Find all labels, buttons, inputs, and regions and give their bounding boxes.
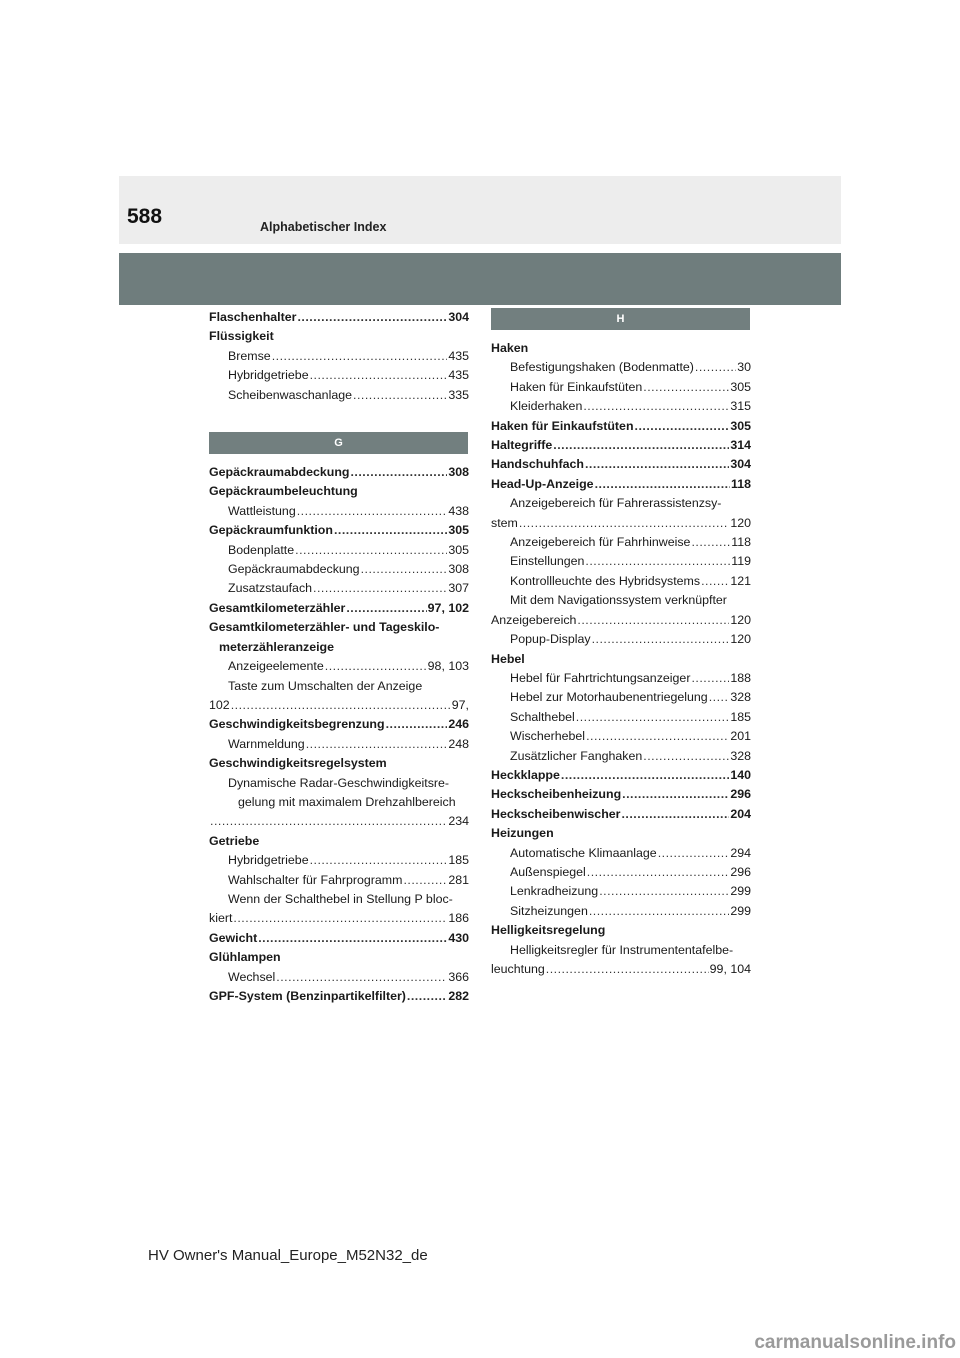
page-ref: 282	[448, 989, 469, 1003]
leader-dots	[576, 708, 730, 727]
index-entry	[209, 812, 469, 831]
page-ref: 296	[730, 864, 751, 879]
leader-dots	[231, 696, 451, 715]
index-entry: Gepäckraumbeleuchtung	[209, 484, 358, 499]
index-term: Hebel zur Motorhaubenentriegelung	[510, 690, 708, 705]
index-term: stem	[491, 515, 518, 530]
letter-heading: G	[209, 432, 468, 454]
index-term: Hybridgetriebe	[228, 368, 309, 383]
leader-dots	[691, 533, 730, 552]
index-entry: Glühlampen	[209, 950, 281, 965]
page-ref: 307	[448, 581, 469, 596]
leader-dots	[643, 378, 729, 397]
index-term: Heckscheibenwischer	[491, 806, 621, 821]
index-term: Kleiderhaken	[510, 399, 583, 414]
index-entry	[209, 386, 469, 405]
leader-dots	[403, 871, 447, 890]
index-entry	[491, 708, 751, 727]
leader-dots	[622, 785, 729, 804]
index-entry	[209, 502, 469, 521]
index-term: Haltegriffe	[491, 438, 553, 453]
page-ref: 97, 102	[427, 600, 469, 615]
index-entry-continuation: gelung mit maximalem Drehzahlbereich	[238, 794, 456, 809]
index-entry	[491, 475, 751, 494]
leader-dots	[695, 358, 736, 377]
leader-dots	[350, 463, 447, 482]
index-term: Gepäckraumabdeckung	[228, 562, 360, 577]
index-term: leuchtung	[491, 962, 545, 976]
leader-dots	[561, 766, 729, 785]
page-ref: 305	[448, 542, 469, 557]
index-term: Gewicht	[209, 930, 258, 945]
page-ref: 296	[730, 787, 751, 802]
index-entry	[491, 397, 751, 416]
index-entry	[209, 696, 469, 715]
page-ref: 305	[448, 523, 469, 538]
index-entry	[209, 968, 469, 987]
index-entry	[491, 785, 751, 804]
index-entry	[491, 747, 751, 766]
index-column-left	[209, 308, 469, 1006]
index-entry	[491, 669, 751, 688]
index-entry	[209, 366, 469, 385]
index-entry	[491, 417, 751, 436]
index-term: Head-Up-Anzeige	[491, 476, 594, 491]
index-entry	[209, 308, 469, 327]
index-entry: Anzeigebereich für Fahrerassistenzsy-	[510, 496, 722, 511]
page-ref: 304	[448, 310, 469, 324]
index-entry	[209, 347, 469, 366]
leader-dots	[587, 863, 730, 882]
index-entry	[491, 805, 751, 824]
leader-dots	[334, 521, 447, 540]
page-ref: 366	[448, 969, 469, 984]
index-term: Hebel für Fahrtrichtungsanzeiger	[510, 670, 691, 685]
page-ref: 188	[730, 670, 751, 685]
page-ref: 308	[448, 465, 469, 480]
index-entry	[491, 688, 751, 707]
index-term: Warnmeldung	[228, 736, 305, 751]
header-divider-band	[119, 253, 841, 305]
index-entry	[209, 463, 469, 482]
index-term: Wechsel	[228, 969, 276, 984]
index-entry: Heizungen	[491, 826, 554, 841]
leader-dots	[658, 844, 730, 863]
page-ref: 185	[730, 709, 751, 724]
index-entry	[491, 611, 751, 630]
section-title: Alphabetischer Index	[260, 220, 387, 234]
page-ref: 299	[730, 903, 751, 918]
page-ref: 246	[448, 717, 469, 732]
page-ref: 120	[730, 515, 751, 530]
page-ref: 305	[730, 418, 751, 433]
index-term: Gepäckraumabdeckung	[209, 465, 350, 480]
leader-dots	[306, 735, 448, 754]
page-ref: 335	[448, 387, 469, 402]
page-ref: 234	[448, 814, 469, 829]
index-term: Geschwindigkeitsbegrenzung	[209, 717, 385, 732]
letter-heading: H	[491, 308, 750, 330]
index-term: Kontrollleuchte des Hybridsystems	[510, 573, 701, 588]
index-entry: Geschwindigkeitsregelsystem	[209, 756, 387, 771]
index-entry	[491, 902, 751, 921]
page-ref: 97,	[451, 697, 469, 712]
index-entry	[209, 929, 469, 948]
index-term: Automatische Klimaanlage	[510, 845, 657, 860]
page-ref: 140	[730, 767, 751, 782]
leader-dots	[297, 308, 447, 327]
index-entry	[491, 863, 751, 882]
leader-dots	[310, 851, 448, 870]
page-ref: 120	[730, 612, 751, 627]
page-ref: 118	[731, 476, 751, 491]
index-entry	[491, 436, 751, 455]
page-ref: 435	[448, 348, 469, 363]
index-entry	[209, 851, 469, 870]
page-ref: 308	[448, 562, 469, 577]
page-ref: 294	[730, 845, 751, 860]
index-term: kiert	[209, 911, 233, 926]
page-ref: 281	[448, 872, 469, 887]
page-ref: 120	[730, 632, 751, 647]
index-entry	[491, 552, 751, 571]
leader-dots	[325, 657, 427, 676]
index-entry: Helligkeitsregelung	[491, 923, 606, 938]
index-term: Wischerhebel	[510, 729, 586, 744]
index-term: Gepäckraumfunktion	[209, 523, 333, 538]
page-ref: 201	[730, 729, 751, 744]
leader-dots	[346, 599, 426, 618]
page-ref: 430	[448, 930, 469, 945]
leader-dots	[386, 715, 448, 734]
index-entry	[491, 358, 751, 377]
index-term: Heckklappe	[491, 767, 560, 782]
index-term: Zusätzlicher Fanghaken	[510, 748, 643, 763]
leader-dots	[589, 902, 729, 921]
leader-dots	[635, 417, 730, 436]
index-term: Wattleistung	[228, 503, 296, 518]
leader-dots	[407, 987, 447, 1006]
leader-dots	[621, 805, 729, 824]
index-entry: Helligkeitsregler für Instrumententafelbe-	[510, 942, 734, 957]
index-entry	[491, 572, 751, 591]
leader-dots	[276, 968, 447, 987]
page-ref: 30	[737, 360, 751, 375]
index-entry: Gesamtkilometerzähler- und Tageskilo-	[209, 620, 440, 635]
leader-dots	[361, 560, 448, 579]
watermark: carmanualsonline.info	[754, 1332, 956, 1353]
index-entry: Mit dem Navigationssystem verknüpfter	[510, 593, 727, 608]
index-entry: Getriebe	[209, 833, 260, 848]
index-entry	[209, 521, 469, 540]
page-ref: 185	[448, 853, 469, 868]
page-ref: 304	[730, 457, 751, 472]
page-ref: 314	[730, 438, 751, 453]
leader-dots	[272, 347, 448, 366]
leader-dots	[310, 366, 448, 385]
page-ref: 204	[730, 806, 751, 821]
index-entry	[491, 378, 751, 397]
index-entry	[491, 533, 751, 552]
leader-dots	[585, 455, 729, 474]
index-term: Hybridgetriebe	[228, 853, 309, 868]
leader-dots	[709, 688, 730, 707]
leader-dots	[353, 386, 447, 405]
leader-dots	[701, 572, 729, 591]
leader-dots	[577, 611, 729, 630]
index-entry	[209, 599, 469, 618]
index-entry	[209, 909, 469, 928]
index-entry	[209, 735, 469, 754]
page-ref: 248	[448, 736, 469, 751]
index-entry: Dynamische Radar-Geschwindigkeitsre-	[228, 775, 450, 790]
page-ref: 98, 103	[427, 659, 469, 674]
index-term: Einstellungen	[510, 554, 585, 569]
index-entry: Flüssigkeit	[209, 329, 274, 344]
index-entry	[209, 541, 469, 560]
index-entry: Wenn der Schalthebel in Stellung P bloc-	[228, 891, 453, 906]
index-term: Anzeigebereich für Fahrhinweise	[510, 535, 691, 550]
index-entry	[209, 560, 469, 579]
leader-dots	[233, 909, 447, 928]
index-term: Popup-Display	[510, 632, 591, 647]
index-term: Außenspiegel	[510, 864, 586, 879]
index-term: Bremse	[228, 348, 271, 363]
leader-dots	[592, 630, 730, 649]
index-term: Zusatzstaufach	[228, 581, 313, 596]
page-ref: 435	[448, 368, 469, 383]
index-entry	[209, 987, 469, 1006]
leader-dots	[599, 882, 729, 901]
manual-footer: HV Owner's Manual_Europe_M52N32_de	[148, 1247, 428, 1264]
index-term: Schalthebel	[510, 709, 575, 724]
leader-dots	[553, 436, 729, 455]
page-ref: 438	[448, 503, 469, 518]
index-term: Anzeigebereich	[491, 612, 577, 627]
leader-dots	[295, 541, 447, 560]
index-term: Haken für Einkaufstüten	[510, 379, 643, 394]
page-ref: 328	[730, 690, 751, 705]
leader-dots	[258, 929, 447, 948]
index-term: Heckscheibenheizung	[491, 787, 622, 802]
leader-dots	[297, 502, 448, 521]
page-header	[119, 176, 841, 244]
leader-dots	[586, 727, 729, 746]
index-entry	[491, 960, 751, 979]
index-entry	[491, 514, 751, 533]
leader-dots	[313, 579, 447, 598]
page-ref: 186	[448, 911, 469, 926]
index-term: GPF-System (Benzinpartikelfilter)	[209, 989, 406, 1003]
page-ref: 315	[730, 399, 751, 414]
page-ref: 99, 104	[709, 962, 751, 976]
index-term: Befestigungshaken (Bodenmatte)	[510, 360, 694, 375]
leader-dots	[519, 514, 729, 533]
leader-dots	[583, 397, 729, 416]
index-term: Handschuhfach	[491, 457, 584, 472]
leader-dots	[546, 960, 709, 979]
index-term: 102	[209, 697, 230, 712]
leader-dots	[585, 552, 730, 571]
index-entry: Hebel	[491, 651, 525, 666]
leader-dots	[595, 475, 730, 494]
index-entry	[209, 657, 469, 676]
index-entry-continuation: meterzähleranzeige	[219, 639, 335, 654]
page-ref: 305	[730, 379, 751, 394]
index-entry	[491, 455, 751, 474]
index-entry	[491, 727, 751, 746]
page-ref: 328	[730, 748, 751, 763]
index-entry	[209, 579, 469, 598]
leader-dots	[210, 812, 447, 831]
index-entry	[491, 844, 751, 863]
index-term: Anzeigeelemente	[228, 659, 324, 674]
index-term: Scheibenwaschanlage	[228, 387, 352, 402]
page-ref: 118	[731, 535, 751, 550]
index-entry	[491, 766, 751, 785]
page-number: 588	[127, 205, 163, 228]
index-term: Sitzheizungen	[510, 903, 588, 918]
leader-dots	[691, 669, 729, 688]
index-entry: Haken	[491, 341, 529, 355]
leader-dots	[643, 747, 729, 766]
page-ref: 121	[730, 573, 751, 588]
index-column-right	[491, 308, 751, 979]
page-ref: 299	[730, 884, 751, 899]
index-entry	[209, 715, 469, 734]
index-term: Gesamtkilometerzähler	[209, 600, 346, 615]
index-entry	[491, 882, 751, 901]
index-entry: Taste zum Umschalten der Anzeige	[228, 678, 423, 693]
index-entry	[491, 630, 751, 649]
index-term: Haken für Einkaufstüten	[491, 418, 634, 433]
index-term: Bodenplatte	[228, 542, 295, 557]
index-term: Wahlschalter für Fahrprogramm	[228, 872, 403, 887]
index-term: Flaschenhalter	[209, 310, 297, 324]
index-term: Lenkradheizung	[510, 884, 599, 899]
page-ref: 119	[731, 554, 751, 569]
index-entry	[209, 871, 469, 890]
